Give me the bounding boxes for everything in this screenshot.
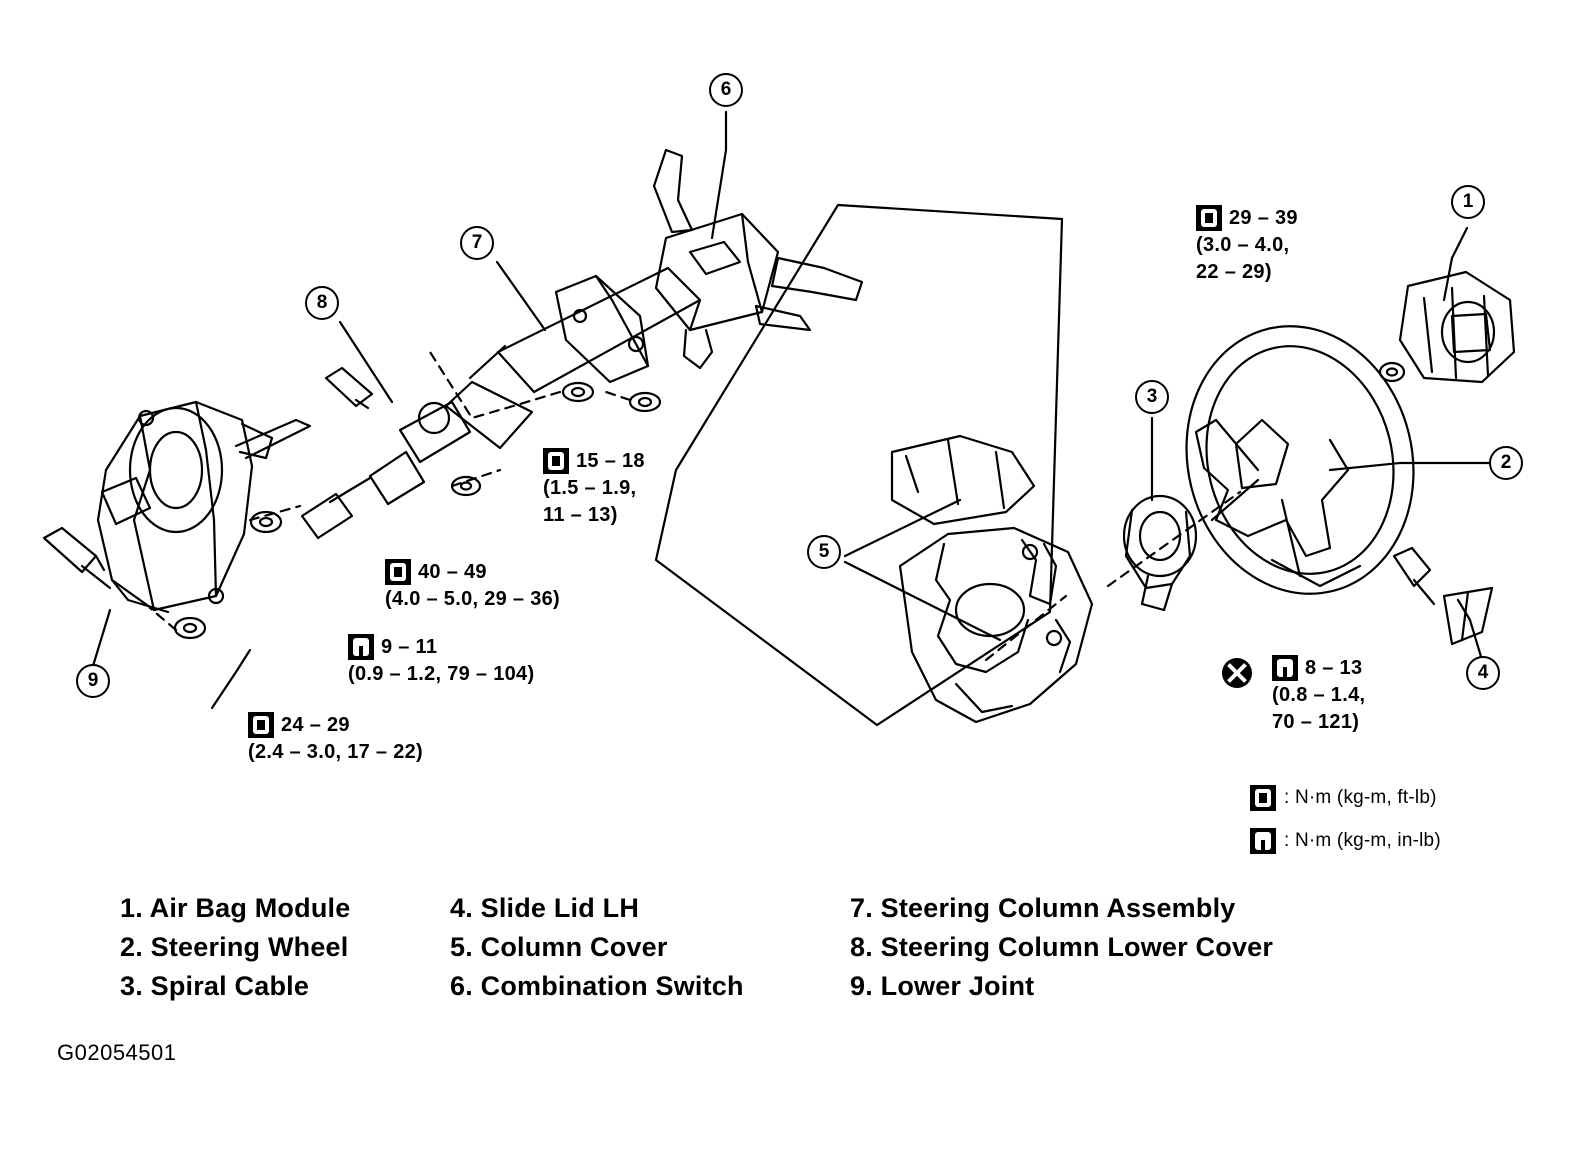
torque-spec-24-29 [248,712,423,765]
washer-a [630,393,660,411]
torque-spec-9-11 [348,634,534,687]
torque-imperial: 11 – 13) [543,504,618,526]
bolt-slot-icon [1250,828,1276,854]
leader-5 [845,500,1000,640]
part-number: 5. [450,932,473,962]
torque-spec-8-13 [1272,655,1365,735]
part-name: Spiral Cable [150,971,310,1001]
part-item-5 [450,932,850,963]
callout-2[interactable]: 2 [1489,446,1523,480]
switch-lever-right [772,258,862,300]
torque-range: 15 – 18 [576,449,645,472]
leader-4 [1458,600,1482,660]
part-number: 8. [850,932,873,962]
callout-6[interactable]: 6 [709,73,743,107]
figure-code: G02054501 [57,1040,177,1065]
part-item-6 [450,971,850,1002]
cover-bore [956,584,1024,636]
bolt-slot-icon [1272,655,1298,681]
part-item-1 [120,893,450,924]
torque-imperial: 22 – 29) [1196,261,1272,283]
bolt-hex-icon [385,559,411,585]
torque-imperial: 70 – 121) [1272,711,1360,733]
legend-inlb-text: : N·m (kg-m, in-lb) [1284,830,1441,851]
part-name: Steering Column Assembly [880,893,1236,923]
bolt-head-right [1394,548,1430,586]
callout-3[interactable]: 3 [1135,380,1169,414]
part-number: 7. [850,893,873,923]
wheel-inner-contour [1196,420,1348,556]
torque-metric: (0.9 – 1.2, 79 – 104) [348,663,535,685]
nut-d [175,618,205,638]
callout-1[interactable]: 1 [1451,185,1485,219]
torque-metric: (4.0 – 5.0, 29 – 36) [385,588,561,610]
column-bracket-plate [556,276,648,382]
part-name: Steering Column Lower Cover [880,932,1274,962]
callout-5[interactable]: 5 [807,535,841,569]
part-name: Lower Joint [880,971,1035,1001]
part-name: Steering Wheel [150,932,349,962]
callout-4[interactable]: 4 [1466,656,1500,690]
lower-joint-body [370,452,424,504]
torque-metric: (1.5 – 1.9, [543,477,637,499]
part-number: 1. [120,893,143,923]
part-item-8 [850,932,1450,963]
legend-ftlb [1250,785,1437,811]
column-cover-lower [900,528,1092,722]
nut-b [452,477,480,495]
bolt-hex-icon [248,712,274,738]
torque-metric: (0.8 – 1.4, [1272,684,1366,706]
column-tube-upper [498,268,700,392]
torque-range: 9 – 11 [381,635,438,658]
torque-spec-40-49 [385,559,560,612]
part-item-3 [120,971,450,1002]
part-number: 6. [450,971,473,1001]
parts-list [120,893,1450,1002]
bolt-hex-icon [1250,785,1276,811]
airbag-module [1400,272,1514,382]
bolt-slot-icon [348,634,374,660]
leader-1 [1444,228,1467,300]
callout-9[interactable]: 9 [76,664,110,698]
do-not-reuse-icon [1222,658,1252,688]
switch-lower-tab [684,330,712,368]
torque-spec-15-18 [543,448,645,528]
part-number: 2. [120,932,143,962]
legend-inlb [1250,828,1441,854]
part-number: 4. [450,893,473,923]
lower-joint-end [302,494,352,538]
part-name: Slide Lid LH [480,893,640,923]
torque-range: 8 – 13 [1305,656,1363,679]
leader-9b [212,650,250,708]
legend-ftlb-text: : N·m (kg-m, ft-lb) [1284,787,1437,808]
bolt-hex-icon [1196,205,1222,231]
part-item-4 [450,893,850,924]
part-name: Air Bag Module [149,893,351,923]
lower-cover-housing [98,402,252,610]
torque-range: 29 – 39 [1229,206,1298,229]
part-name: Combination Switch [480,971,744,1001]
part-item-7 [850,893,1450,924]
part-number: 3. [120,971,143,1001]
part-name: Column Cover [480,932,668,962]
bolt-hex-icon [543,448,569,474]
part-item-2 [120,932,450,963]
callout-8[interactable]: 8 [305,286,339,320]
callout-7[interactable]: 7 [460,226,494,260]
torque-metric: (3.0 – 4.0, [1196,234,1290,256]
part-item-9 [850,971,1450,1002]
leader-7 [497,262,545,330]
torque-range: 24 – 29 [281,713,350,736]
switch-lever-upper [654,150,692,232]
steering-wheel-rim-outer [1159,302,1442,618]
part-number: 9. [850,971,873,1001]
torque-metric: (2.4 – 3.0, 17 – 22) [248,741,424,763]
nut-a [563,383,593,401]
leader-9 [93,610,110,666]
torque-range: 40 – 49 [418,560,487,583]
airbag-screw [1380,363,1404,381]
torque-spec-29-39 [1196,205,1298,285]
bolt-head-lower-left [44,528,96,572]
bolt-head-upper-left [326,368,372,406]
